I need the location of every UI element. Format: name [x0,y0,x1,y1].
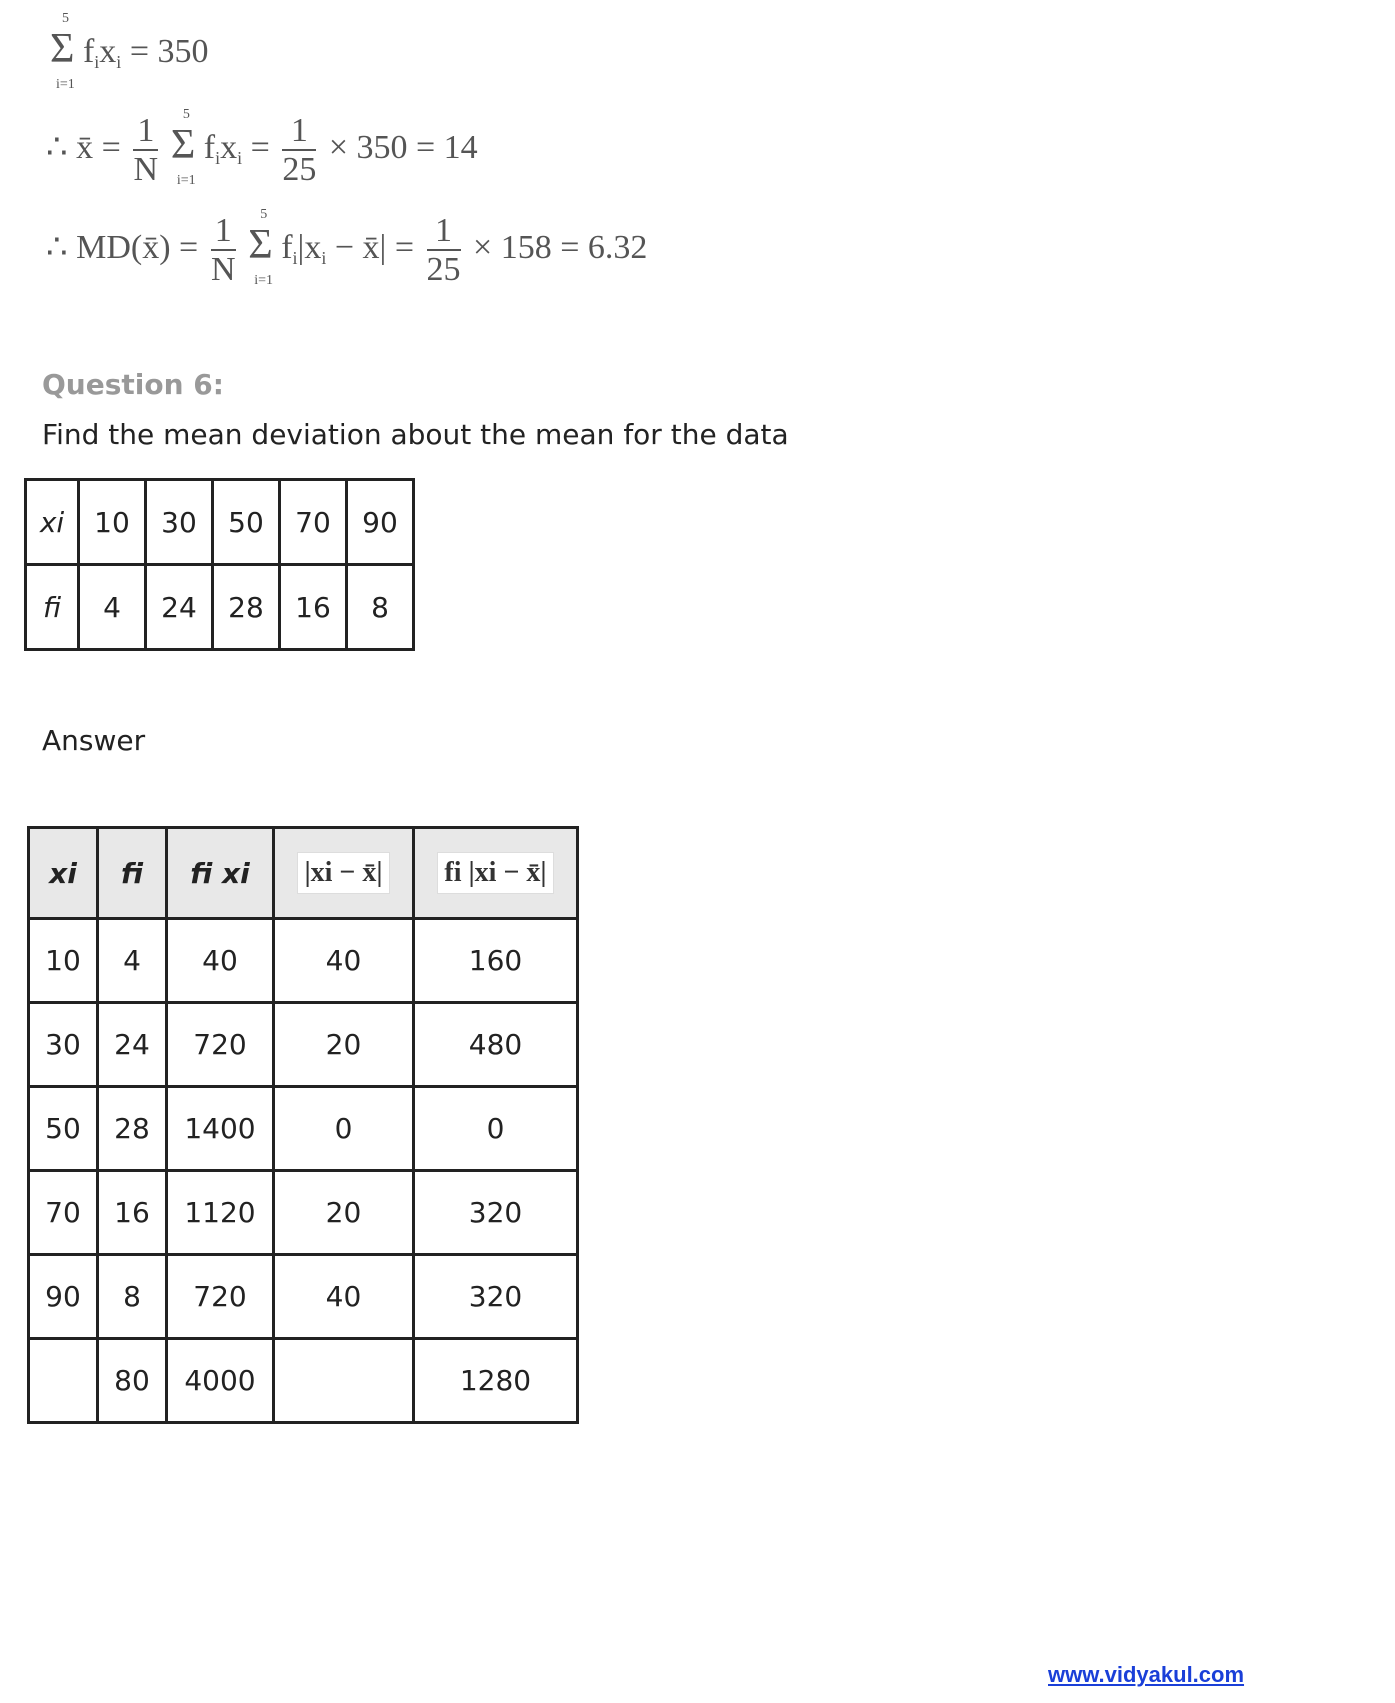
table-header [274,828,414,919]
table-cell: 480 [414,1003,578,1087]
formula-mean-deviation: ∴ MD(x̄) = $\frac{1}{N}$ Σ 5 i=1 fi|xi − x̄| = $\frac{1}{25}$ × 158 = 6.32 [46,207,648,289]
table-cell: 10 [79,480,146,565]
table-cell: 50 [213,480,280,565]
weighted-abs-deviation-formula: fi |xi − x̄| [437,852,553,894]
table-cell: 28 [98,1087,167,1171]
table-cell: xi [26,480,79,565]
table-row [29,919,578,1003]
table-cell: 20 [274,1171,414,1255]
table-cell: 320 [414,1171,578,1255]
answer-label: Answer [42,724,146,757]
table-cell: 720 [167,1255,274,1339]
table-cell: 4 [79,565,146,650]
table-cell: 320 [414,1255,578,1339]
table-row [29,1087,578,1171]
table-cell: 1400 [167,1087,274,1171]
table-header: fi xi [167,828,274,919]
table-row [29,1003,578,1087]
table-row [29,1171,578,1255]
table-cell: 4000 [167,1339,274,1423]
sigma-symbol: Σ 5 i=1 [170,107,196,189]
table-cell: 30 [146,480,213,565]
table-total-row [29,1339,578,1423]
table-cell: 720 [167,1003,274,1087]
answer-table [27,826,579,1424]
table-cell [29,1339,98,1423]
table-cell: 40 [274,919,414,1003]
table-cell: 0 [274,1087,414,1171]
table-header [414,828,578,919]
table-cell: 70 [29,1171,98,1255]
table-header-row [29,828,578,919]
table-cell: 50 [29,1087,98,1171]
given-data-table [24,478,415,651]
table-cell: 16 [280,565,347,650]
table-cell: 20 [274,1003,414,1087]
abs-deviation-formula: |xi − x̄| [297,852,389,894]
table-cell: 28 [213,565,280,650]
table-cell: fi [26,565,79,650]
table-cell: 90 [347,480,414,565]
table-cell: 8 [98,1255,167,1339]
table-row [29,1255,578,1339]
table-header: xi [29,828,98,919]
question-text: Find the mean deviation about the mean for the data [42,418,789,451]
table-row [26,565,414,650]
table-cell: 40 [274,1255,414,1339]
table-cell: 90 [29,1255,98,1339]
sigma-symbol: Σ 5 i=1 [248,207,274,289]
formula-mean: ∴ x̄ = $\frac{1}{N}$ Σ 5 i=1 fixi = $\frac{1}{25}$ × 350 = 14 [46,107,478,189]
table-cell: 0 [414,1087,578,1171]
table-row [26,480,414,565]
table-cell: 8 [347,565,414,650]
question-title: Question 6: [42,368,224,401]
table-header: fi [98,828,167,919]
table-cell: 10 [29,919,98,1003]
table-cell: 80 [98,1339,167,1423]
table-cell: 1120 [167,1171,274,1255]
table-cell: 70 [280,480,347,565]
table-cell: 4 [98,919,167,1003]
table-cell: 24 [146,565,213,650]
table-cell: 30 [29,1003,98,1087]
table-cell: 160 [414,919,578,1003]
formula-sum-fx: Σ 5 i=1 fixi = 350 [50,11,209,92]
table-cell: 16 [98,1171,167,1255]
table-cell: 24 [98,1003,167,1087]
table-cell [274,1339,414,1423]
vidyakul-link[interactable]: www.vidyakul.com [1048,1662,1245,1687]
table-cell: 40 [167,919,274,1003]
table-cell: 1280 [414,1339,578,1423]
sigma-symbol: Σ 5 i=1 [50,11,75,92]
